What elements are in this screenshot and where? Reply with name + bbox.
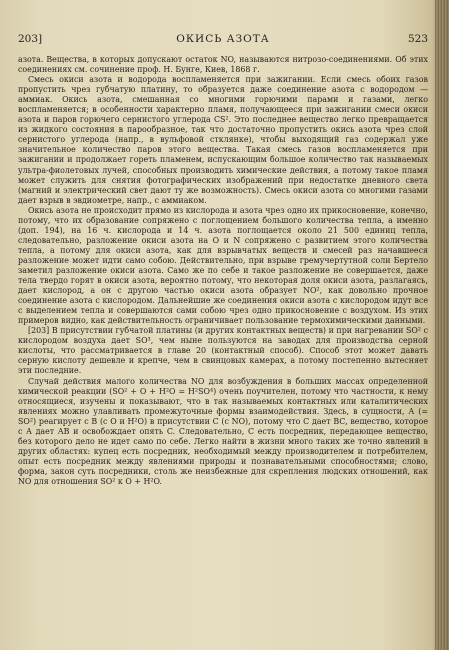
page-edge-stack — [435, 0, 449, 650]
page-title: ОКИСЬ АЗОТА — [176, 33, 270, 45]
paragraph: азота. Вещества, в которых допускают остаток NO, называются нитрозо-соединениями. Об этих соединениях см. сочинение проф. Н. Бунге, Киев, 1868 г. — [18, 55, 428, 75]
paragraph: Окись азота не происходит прямо из кислорода и азота чрез одно их прикосновение, конечно, потому, что их образование сопряжено с поглощением большого количества тепла, а именно (доп. 194), на 16 ч. кислорода и 14 ч. азота поглощается около 21 500 единиц тепла, следовательно, разложение окиси азота на O и N сопряжено с развитием этого количества тепла, а потому для окиси азота, как для взрывчатых веществ и смесей раз начавшееся разложение может идти само собою. Действительно, при взрыве гремучертутной соли Бертело заметил разложение окиси азота. Само же по себе и такое разложение не совершается, даже тела твердо горят в окиси азота, вероятно потому, что некоторая доля окиси азота, разлагаясь, дает кислород, а он с другою частью окиси азота образует NO², как довольно прочное соединение азота с кислородом. Дальнейшие же соединения окиси азота с кислородом идут все с выделением тепла и совершаются сами собою чрез одно прикосновение с воздухом. Из этих примеров видно, как действительность ограничивает пользование термохимическими данными. — [18, 205, 428, 326]
paragraph: Смесь окиси азота и водорода воспламеняется при зажигании. Если смесь обоих газов пропустить чрез губчатую платину, то образуется даже соединение азота с водородом — аммиак. Окись азота, смешанная со многими горючими парами и газами, легко воспламеняется; в особенности характерно пламя, получающееся при зажигании смеси окиси азота и паров горючего сернистого углерода CS². Это последнее вещество легко превращается из жидкого состояния в парообразное, так что достаточно пропустить окись азота чрез слой сернистого углерода (напр., в вульфовой стклянке), чтобы выходящий газ содержал уже значительное количество паров этого вещества. Такая смесь газов воспламеняется при зажигании и продолжает гореть пламенем, испускающим большое количество так называемых ультра-фиолетовых лучей, способных производить химические действия, а потому такое пламя может служить для снятия фотографических изображений при недостатке дневного света (магний и электрический свет дают ту же возможность). Смесь окиси азота со многими газами дает взрыв в эвдиометре, напр., с аммиаком. — [18, 75, 428, 205]
section-number: 203] — [18, 33, 43, 45]
page-number: 523 — [407, 33, 428, 45]
paragraph: [203] В присутствии губчатой платины (и других контактных веществ) и при нагревании SO² с кислородом воздуха дает SO³, чем ныне пользуются на заводах для производства серной кислоты, что рассматривается в главе 20 (контактный способ). Способ этот может давать серную кислоту дешевле и крепче, чем в свинцовых камерах, а потому постепенно вытесняет эти последние. — [18, 326, 428, 376]
running-header — [18, 33, 428, 49]
paragraph: Случай действия малого количества NO для возбуждения в больших массах определенной химической реакции (SO² + O + H²O = H²SO⁴) очень поучителен, потому что частности, к нему относящиеся, изучены и показывают, что в так называемых контактных или каталитических явлениях можно улавливать промежуточные формы взаимодействия. Здесь, в сущности, A (= SO²) реагирует с B (с O и H²O) в присутствии C (с NO), потому что C дает BC, вещество, которое с A дает AB и освобождает опять C. Следовательно, C есть посредник, передающее вещество, без которого дело не идет само по себе. Легко найти в жизни много таких же точно явлений в других областях: купец есть посредник, необходимый между производителем и потребителем, опыт есть посредник между явлениями природы и познавательными способностями; слово, форма, закон суть посредники, столь же неизбежные для скрепления людских отношений, как NO для отношения SO² к O + H²O. — [18, 376, 428, 486]
body-text — [18, 55, 428, 487]
